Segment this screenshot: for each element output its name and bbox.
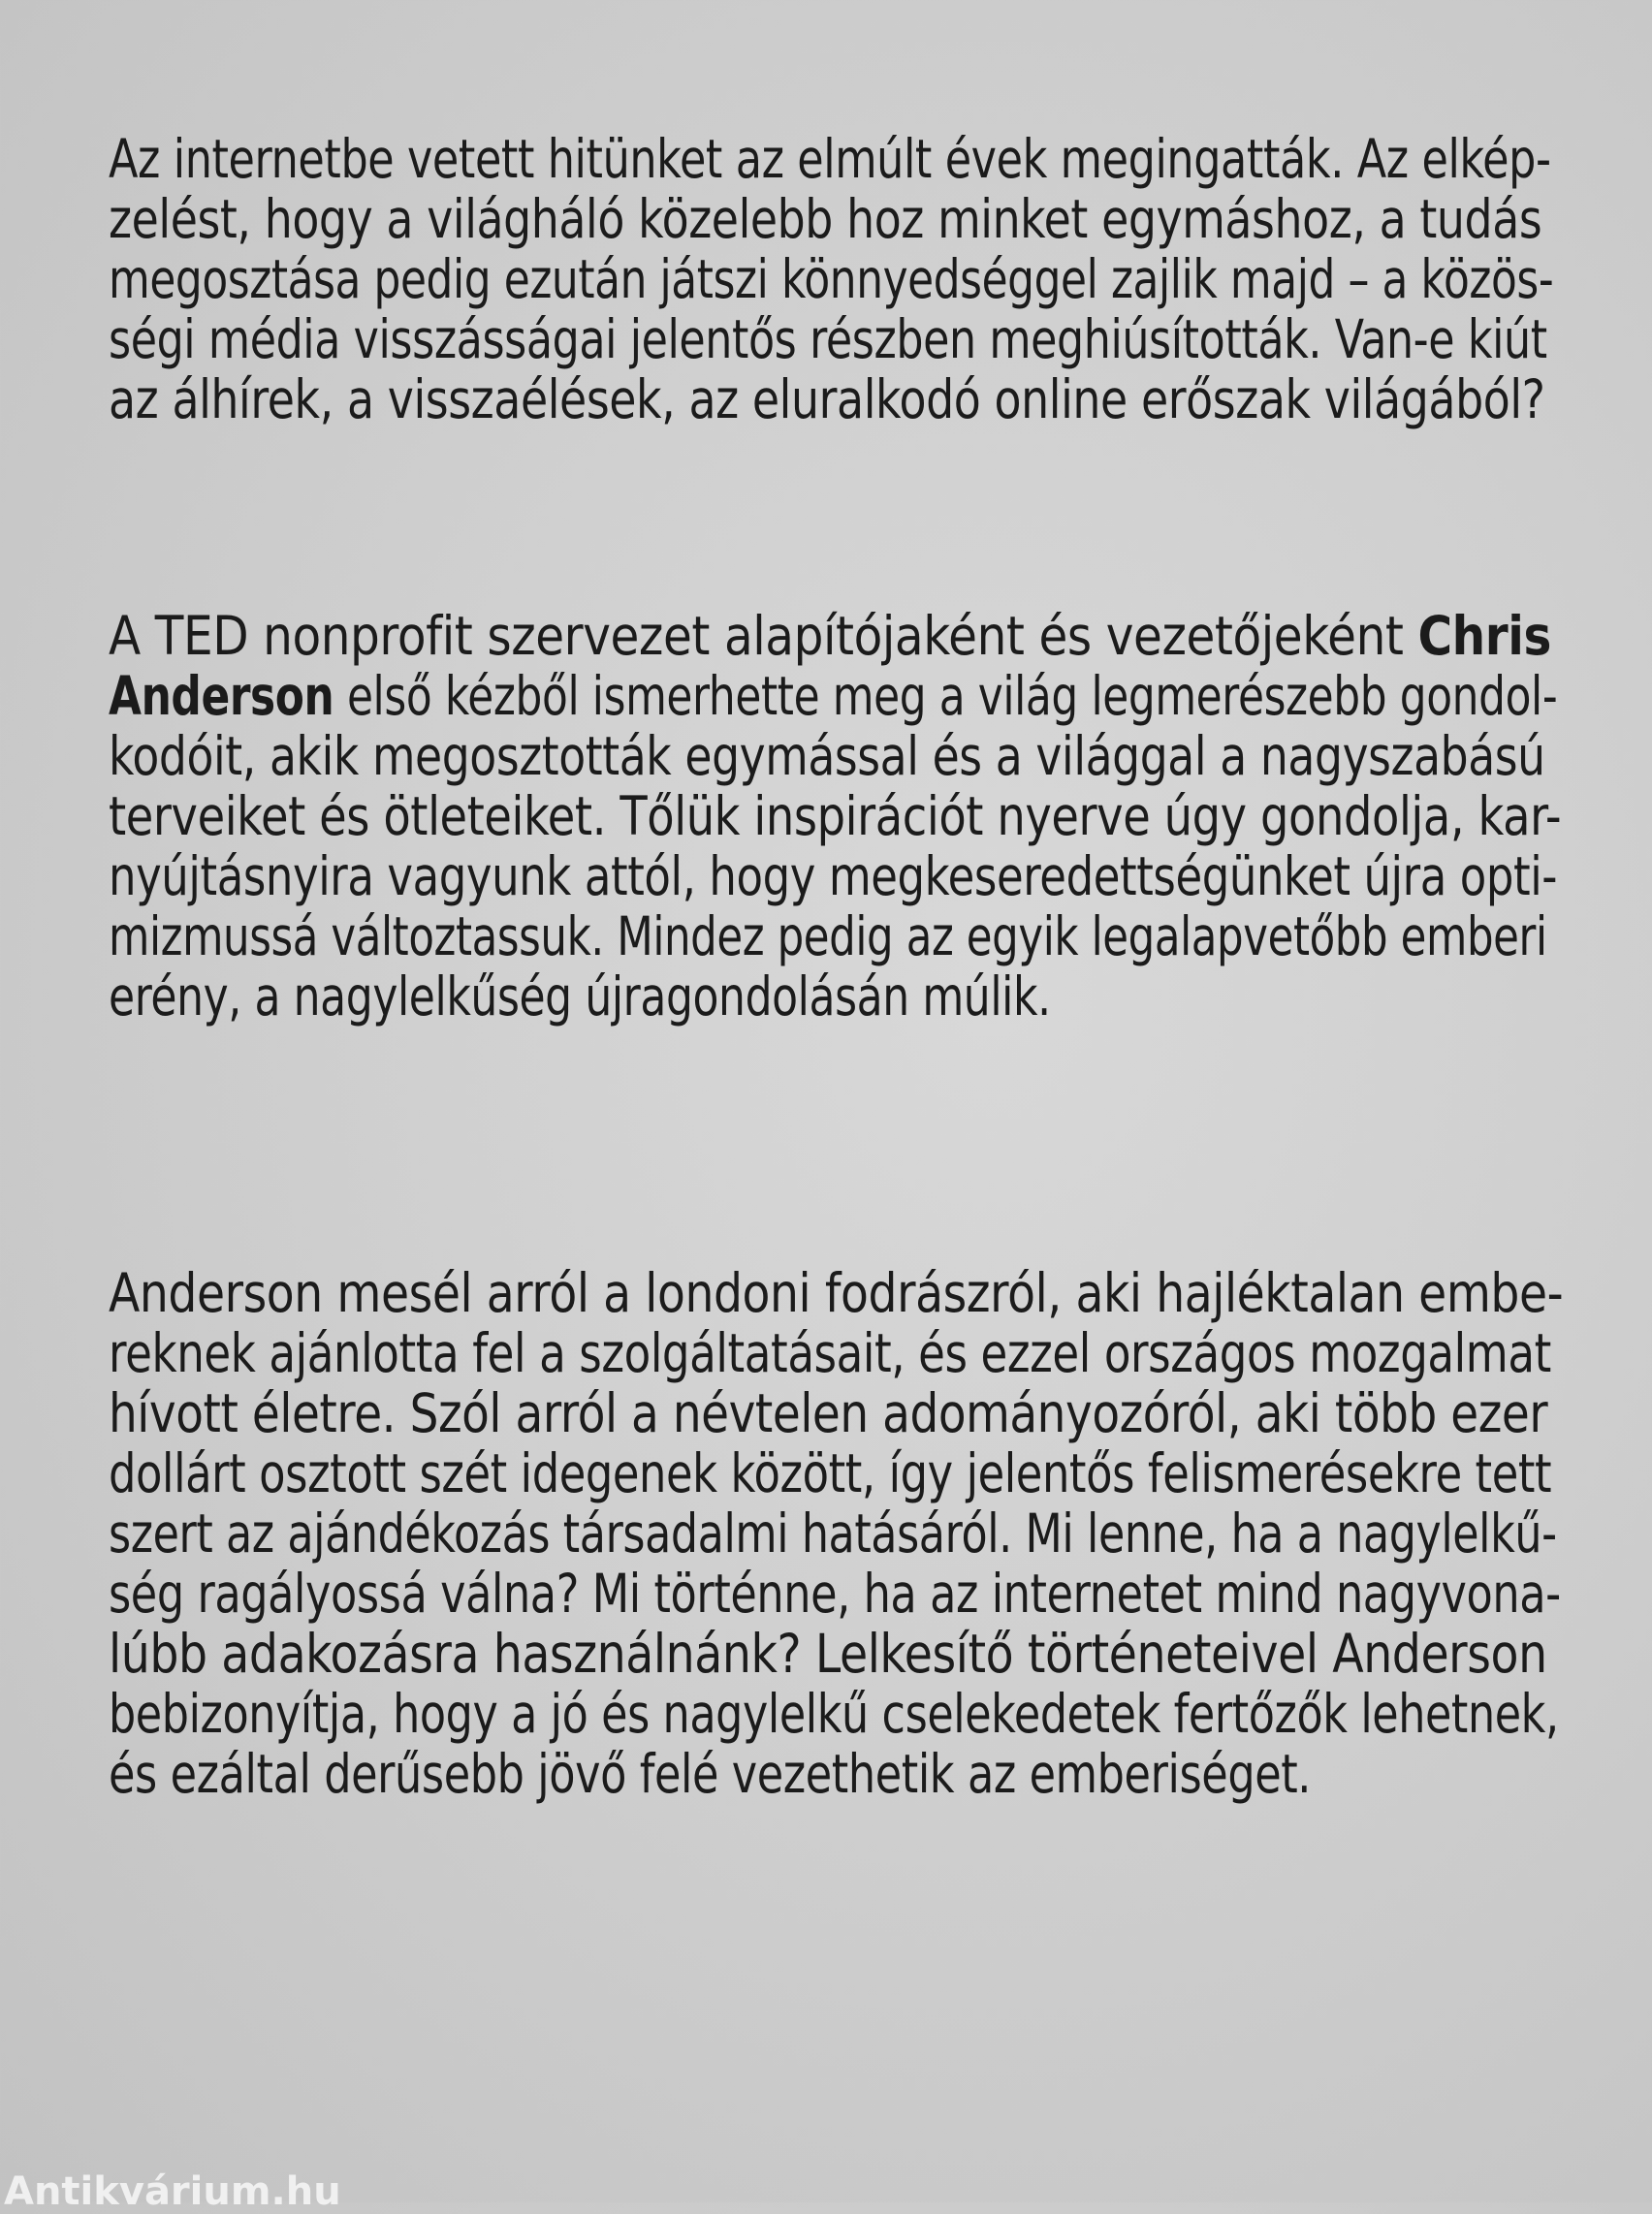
watermark: Antikvárium.hu: [4, 2169, 341, 2214]
author-name-first: Chris: [1417, 605, 1551, 667]
text-line: Az internetbe vetett hitünket az elmúlt évek megingatták. Az elkép-: [109, 128, 1551, 190]
text-line: kodóit, akik megosztották egymással és a világgal a nagyszabású: [109, 725, 1545, 787]
text-line: nyújtásnyira vagyunk attól, hogy megkeseredettségünket újra opti-: [109, 845, 1558, 907]
text-line: [109, 605, 1551, 667]
text-line: [109, 665, 1557, 727]
text-line: mizmussá változtassuk. Mindez pedig az egyik legalapvetőbb emberi: [109, 905, 1547, 967]
text-line: bebizonyítja, hogy a jó és nagylelkű cselekedetek fertőzők lehetnek,: [109, 1683, 1559, 1745]
text-line: reknek ajánlotta fel a szolgáltatásait, és ezzel országos mozgalmat: [109, 1322, 1551, 1384]
line-text: A TED nonprofit szervezet alapítójaként és vezetőjeként: [109, 605, 1418, 667]
text-line: ségi média visszásságai jelentős részben meghiúsították. Van-e kiút: [109, 308, 1547, 370]
text-line: terveiket és ötleteiket. Tőlük inspirációt nyerve úgy gondolja, kar-: [109, 785, 1562, 847]
text-line: lúbb adakozásra használnánk? Lelkesítő történeteivel Anderson: [109, 1623, 1547, 1685]
text-line: ség ragályossá válna? Mi történne, ha az internetet mind nagyvona-: [109, 1563, 1561, 1625]
text-line: zelést, hogy a világháló közelebb hoz minket egymáshoz, a tudás: [109, 188, 1542, 250]
author-name-last: Anderson: [109, 665, 334, 727]
text-line: Anderson mesél arról a londoni fodrászról, aki hajléktalan embe-: [109, 1262, 1564, 1324]
line-text: első kézből ismerhette meg a világ legmerészebb gondol-: [334, 665, 1558, 727]
text-line: szert az ajándékozás társadalmi hatásáról. Mi lenne, ha a nagylelkű-: [109, 1502, 1557, 1565]
text-line: hívott életre. Szól arról a névtelen adományozóról, aki több ezer: [109, 1382, 1548, 1444]
text-line: erény, a nagylelkűség újragondolásán múlik.: [109, 965, 1051, 1028]
text-line: megosztása pedig ezután játszi könnyedséggel zajlik majd – a közös-: [109, 248, 1554, 310]
text-line: dollárt osztott szét idegenek között, így jelentős felismerésekre tett: [109, 1442, 1552, 1504]
text-line: és ezáltal derűsebb jövő felé vezethetik az emberiséget.: [109, 1743, 1312, 1805]
text-line: az álhírek, a visszaélések, az eluralkodó online erőszak világából?: [109, 368, 1545, 430]
